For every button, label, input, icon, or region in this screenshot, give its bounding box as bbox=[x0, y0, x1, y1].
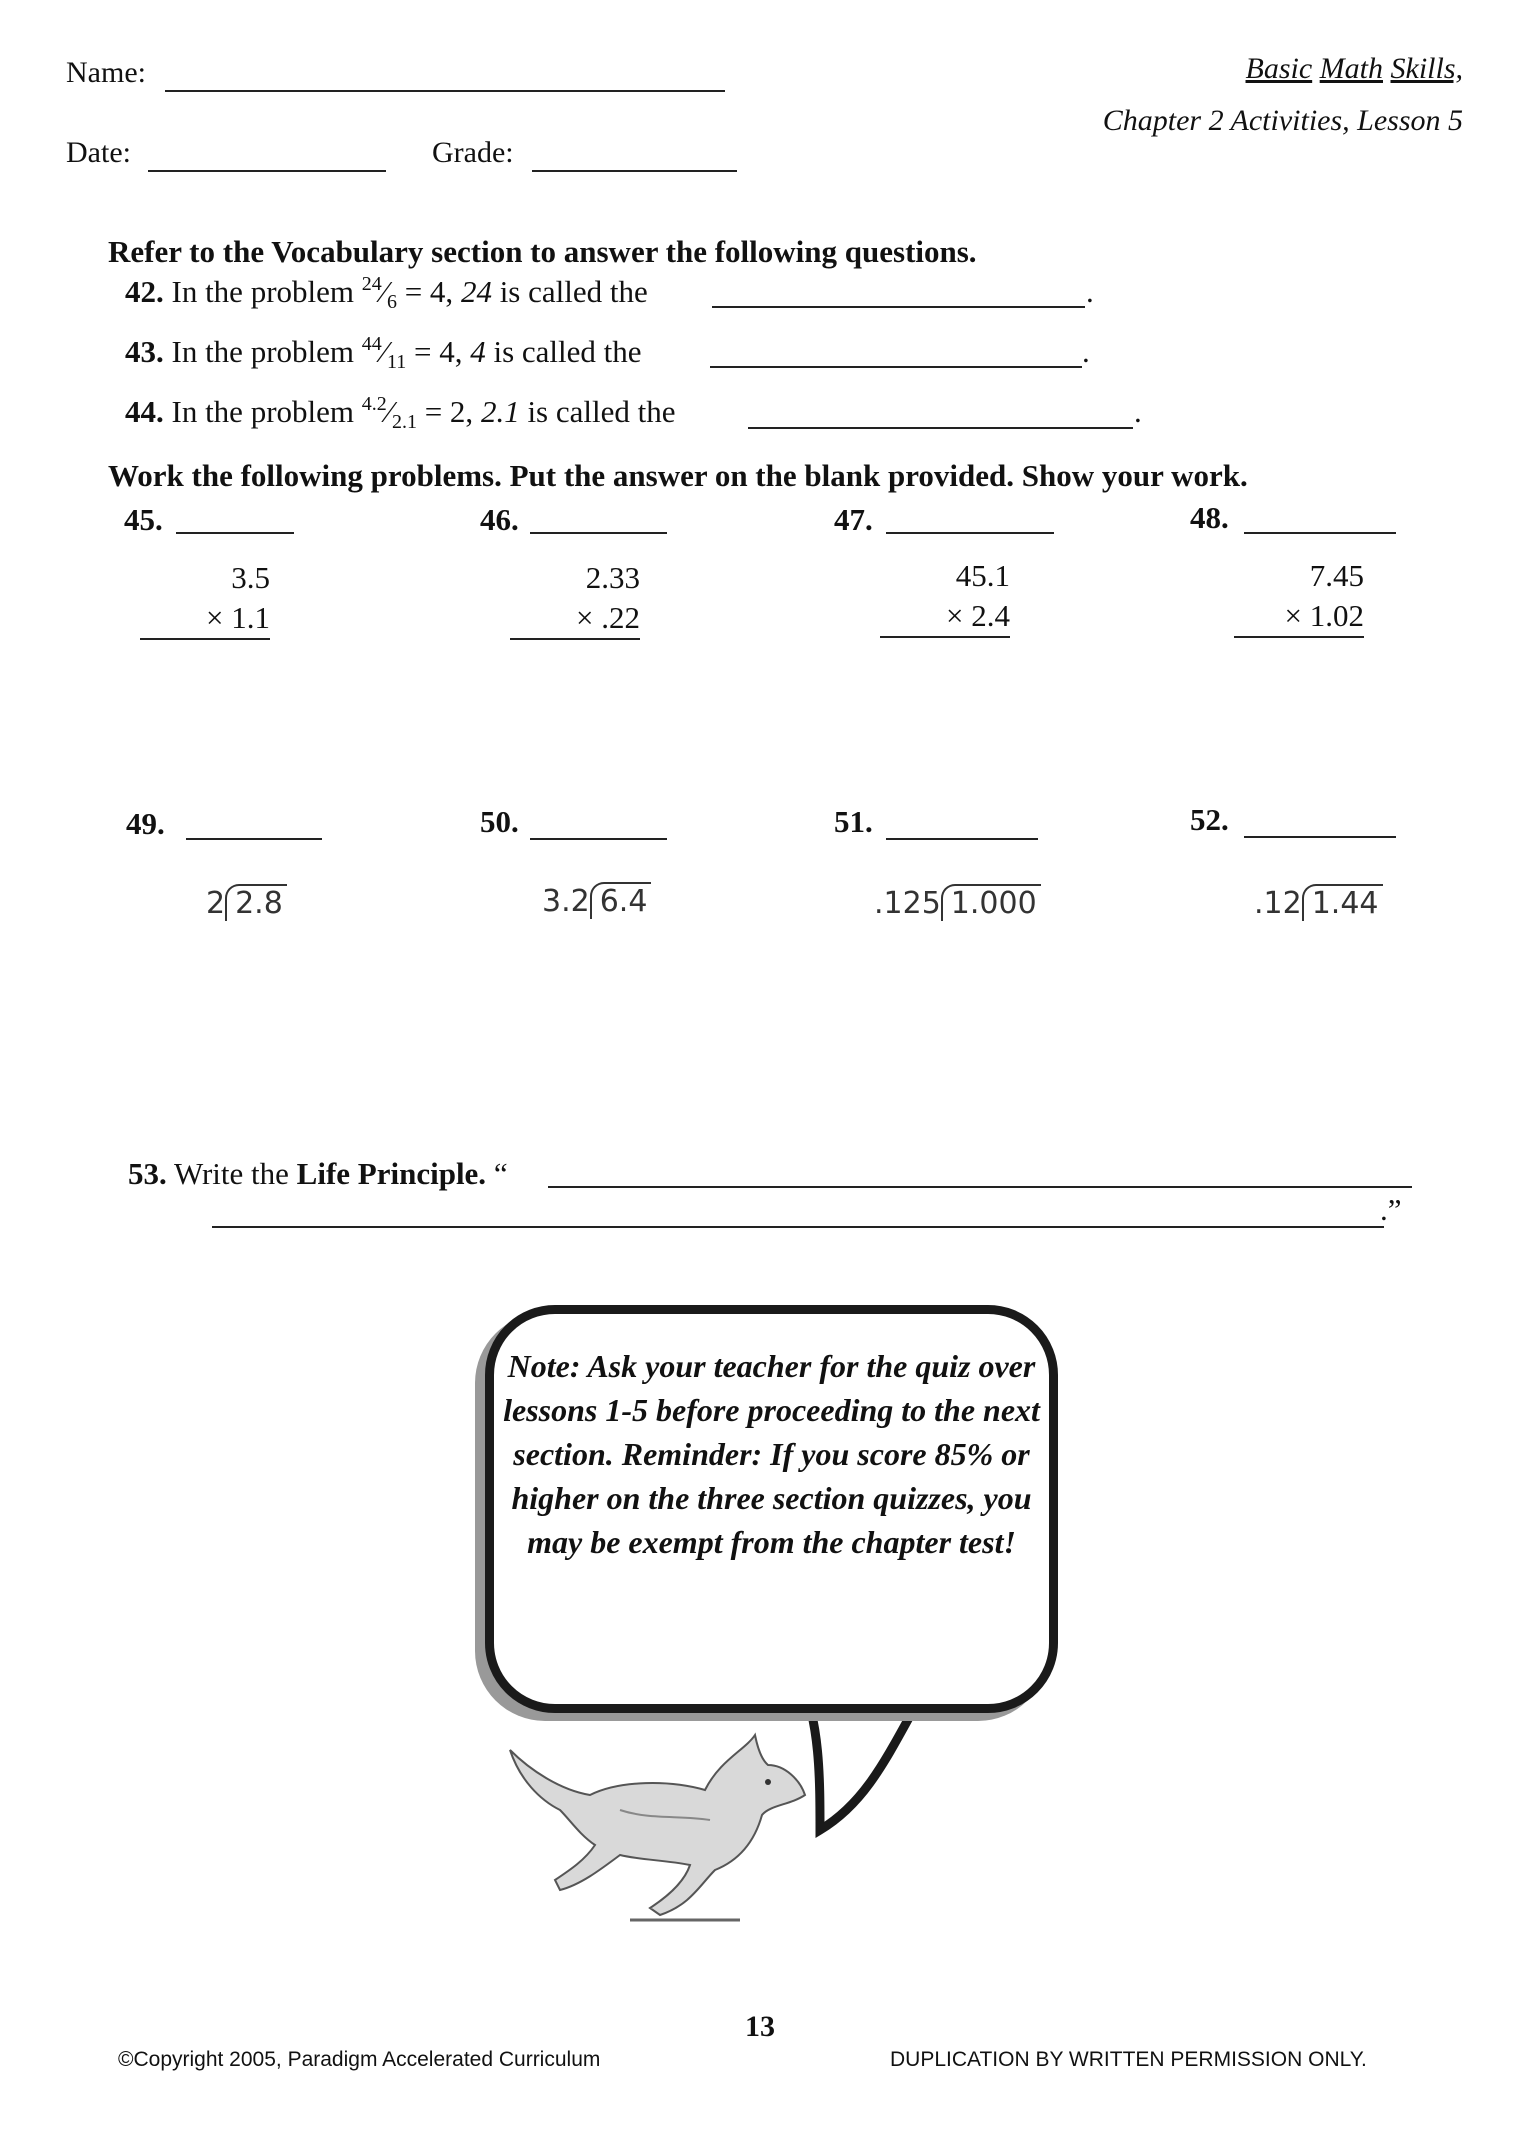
answer-blank-49[interactable] bbox=[186, 838, 322, 840]
problem-number-48: 48. bbox=[1190, 500, 1229, 535]
question-text: Write the bbox=[173, 1156, 289, 1191]
life-principle-bold: Life Principle. bbox=[296, 1156, 487, 1191]
division-problem-50 bbox=[542, 882, 651, 919]
multiplication-problem-45 bbox=[140, 558, 270, 640]
question-text: is called the bbox=[493, 334, 642, 369]
fraction-denominator: 11 bbox=[386, 351, 407, 373]
question-42: 42. In the problem $^{24}$⁄6 = 4, 24 is called the bbox=[125, 273, 648, 313]
divisor: 3.2 bbox=[542, 884, 590, 919]
copyright-text: ©Copyright 2005, Paradigm Accelerated Curriculum bbox=[118, 2048, 601, 2071]
dividend: 6.4 bbox=[590, 882, 652, 919]
dividend: 1.44 bbox=[1302, 884, 1383, 921]
life-principle-blank-1[interactable] bbox=[548, 1186, 1412, 1188]
dividend: 2.8 bbox=[225, 884, 287, 921]
multiplication-problem-48 bbox=[1234, 556, 1364, 638]
answer-blank-52[interactable] bbox=[1244, 836, 1396, 838]
answer-blank-47[interactable] bbox=[886, 532, 1054, 534]
question-term: 4 bbox=[470, 334, 486, 369]
close-quote: .” bbox=[1380, 1192, 1402, 1227]
multiplication-problem-46 bbox=[510, 558, 640, 640]
problem-number-45: 45. bbox=[124, 502, 163, 537]
problem-number-49: 49. bbox=[126, 806, 165, 841]
answer-blank-44[interactable] bbox=[748, 427, 1133, 429]
divisor: .125 bbox=[874, 886, 941, 921]
multiplier: × .22 bbox=[510, 598, 640, 640]
multiplication-problem-47 bbox=[880, 556, 1010, 638]
page-number: 13 bbox=[745, 2010, 775, 2043]
multiplicand: 45.1 bbox=[955, 558, 1010, 593]
division-problem-51 bbox=[874, 884, 1041, 921]
problem-number-51: 51. bbox=[834, 804, 873, 839]
divisor: .12 bbox=[1254, 886, 1302, 921]
fraction-numerator: 4.2 bbox=[361, 393, 387, 415]
note-text: Note: Ask your teacher for the quiz over lessons 1-5 before proceeding to the next section. Reminder: If you score 85% or higher on the three section quizzes, you may be exempt from the chapter test! bbox=[503, 1348, 1040, 1560]
book-title-word: Skills, bbox=[1390, 52, 1463, 85]
problem-number-52: 52. bbox=[1190, 802, 1229, 837]
question-number: 42. bbox=[125, 274, 164, 309]
name-label: Name: bbox=[66, 56, 146, 89]
multiplicand: 7.45 bbox=[1309, 558, 1364, 593]
divisor: 2 bbox=[206, 886, 226, 921]
answer-blank-50[interactable] bbox=[530, 838, 667, 840]
question-text: In the problem bbox=[171, 334, 355, 369]
question-eq: = 4, bbox=[413, 334, 463, 369]
question-text: In the problem bbox=[171, 394, 355, 429]
answer-blank-45[interactable] bbox=[176, 532, 294, 534]
problem-number-46: 46. bbox=[480, 502, 519, 537]
permission-text: DUPLICATION BY WRITTEN PERMISSION ONLY. bbox=[890, 2048, 1367, 2071]
question-term: 2.1 bbox=[480, 394, 520, 429]
answer-blank-46[interactable] bbox=[530, 532, 667, 534]
period: . bbox=[1134, 394, 1142, 429]
book-title bbox=[1246, 52, 1463, 86]
question-text: is called the bbox=[527, 394, 676, 429]
period: . bbox=[1082, 334, 1090, 369]
multiplier: × 1.1 bbox=[140, 598, 270, 640]
multiplier: × 1.02 bbox=[1234, 596, 1364, 638]
work-instruction: Work the following problems. Put the answer on the blank provided. Show your work. bbox=[108, 458, 1248, 493]
problem-number-47: 47. bbox=[834, 502, 873, 537]
answer-blank-51[interactable] bbox=[886, 838, 1038, 840]
question-term: 24 bbox=[460, 274, 492, 309]
note-speech-bubble bbox=[485, 1305, 1058, 1713]
question-43: 43. In the problem $^{44}$⁄11 = 4, 4 is called the bbox=[125, 333, 642, 373]
date-label: Date: bbox=[66, 136, 131, 169]
period: . bbox=[1086, 274, 1094, 309]
question-eq: = 2, bbox=[424, 394, 474, 429]
division-problem-49 bbox=[206, 884, 287, 921]
question-53 bbox=[128, 1156, 508, 1192]
fraction-numerator: 24 bbox=[361, 273, 382, 295]
grade-blank[interactable] bbox=[532, 170, 737, 172]
question-number: 44. bbox=[125, 394, 164, 429]
book-title-word: Basic bbox=[1245, 52, 1313, 85]
question-text: In the problem bbox=[171, 274, 355, 309]
open-quote: “ bbox=[493, 1156, 508, 1191]
division-problem-52 bbox=[1254, 884, 1383, 921]
question-number: 53. bbox=[128, 1156, 167, 1191]
fraction-numerator: 44 bbox=[361, 333, 382, 355]
multiplier: × 2.4 bbox=[880, 596, 1010, 638]
answer-blank-42[interactable] bbox=[712, 306, 1085, 308]
chapter-subtitle: Chapter 2 Activities, Lesson 5 bbox=[1102, 104, 1463, 137]
vocab-instruction: Refer to the Vocabulary section to answer the following questions. bbox=[108, 234, 977, 269]
book-title-word: Math bbox=[1319, 52, 1383, 85]
question-eq: = 4, bbox=[404, 274, 454, 309]
date-blank[interactable] bbox=[148, 170, 386, 172]
fraction-denominator: 2.1 bbox=[391, 411, 417, 433]
grade-label: Grade: bbox=[432, 136, 514, 169]
life-principle-blank-2[interactable] bbox=[212, 1226, 1384, 1228]
fraction-denominator: 6 bbox=[386, 291, 397, 313]
answer-blank-43[interactable] bbox=[710, 366, 1082, 368]
dividend: 1.000 bbox=[941, 884, 1041, 921]
name-blank[interactable] bbox=[165, 90, 725, 92]
running-wolf-illustration bbox=[500, 1720, 820, 1930]
multiplicand: 3.5 bbox=[231, 560, 270, 595]
question-number: 43. bbox=[125, 334, 164, 369]
question-text: is called the bbox=[499, 274, 648, 309]
problem-number-50: 50. bbox=[480, 804, 519, 839]
multiplicand: 2.33 bbox=[585, 560, 640, 595]
answer-blank-48[interactable] bbox=[1244, 532, 1396, 534]
question-44: 44. In the problem $^{4.2}$⁄2.1 = 2, 2.1 is called the bbox=[125, 393, 676, 433]
